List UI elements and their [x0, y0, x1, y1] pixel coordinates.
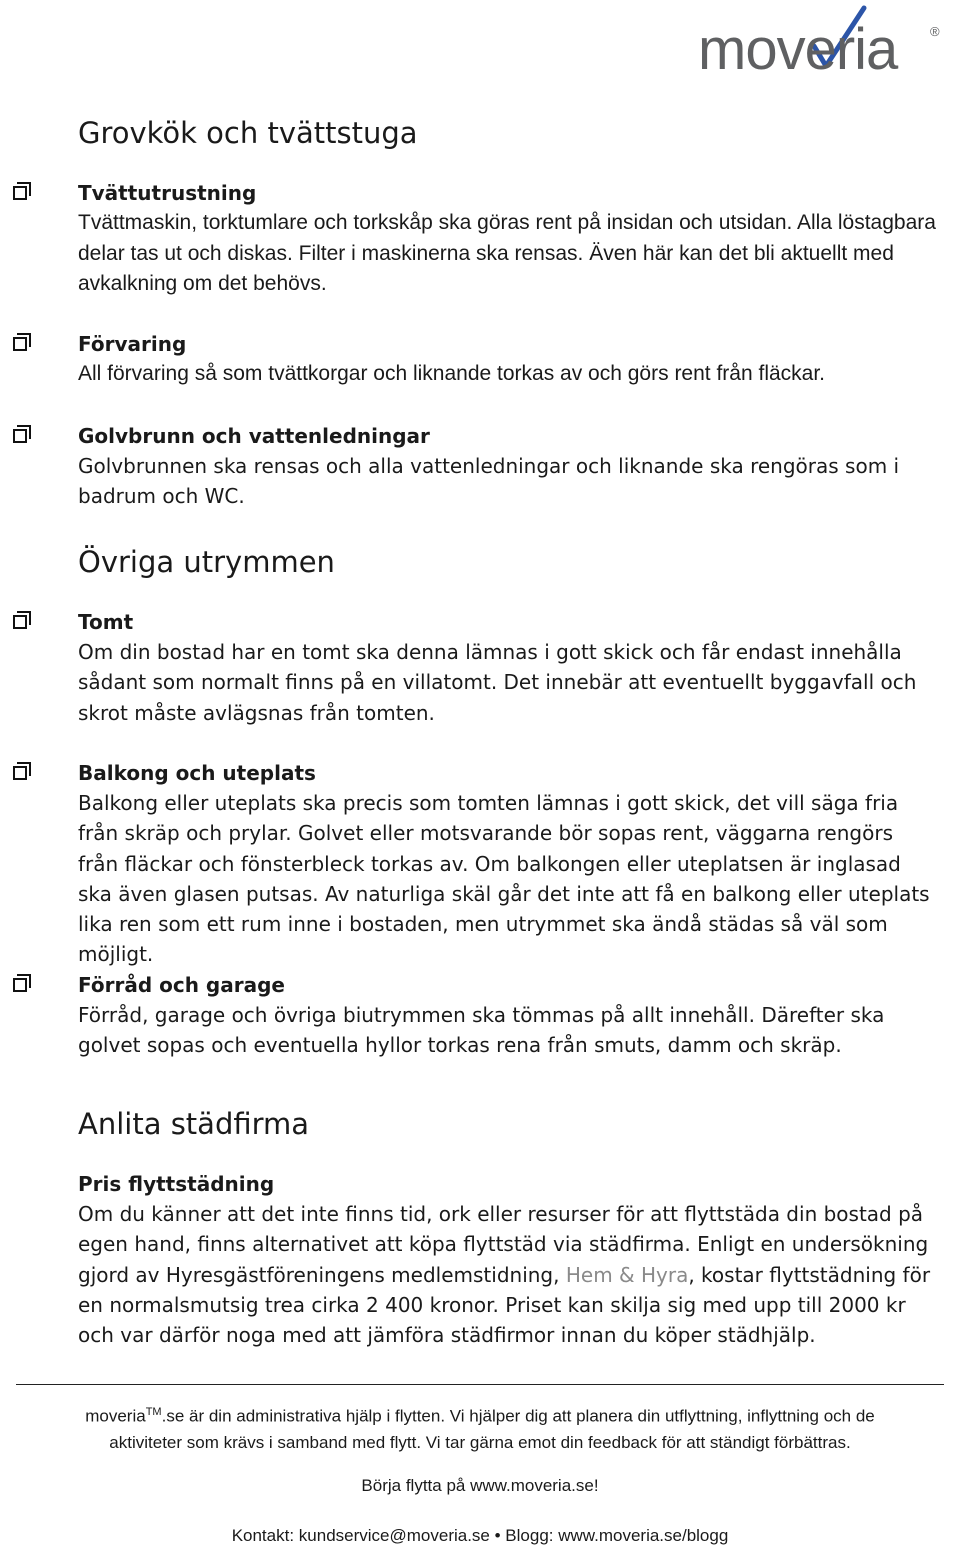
moveria-logo — [698, 2, 948, 82]
footer-about — [0, 1399, 960, 1456]
checkbox-icon[interactable] — [13, 333, 33, 353]
checkbox-icon[interactable] — [13, 974, 33, 994]
item-title: Förråd och garage — [78, 973, 285, 997]
price-title: Pris flyttstädning — [78, 1172, 275, 1196]
price-body — [78, 1199, 938, 1350]
section-heading-grovkok: Grovkök och tvättstuga — [78, 116, 418, 150]
item-body: Om din bostad har en tomt ska denna lämnas i gott skick och får endast innehålla sådant som normalt finns på en villatomt. Det innebär att eventuellt byggavfall och skrot måste avlägsnas från tomten. — [78, 640, 917, 725]
footer-contact[interactable]: Kontakt: kundservice@moveria.se • Blogg: www.moveria.se/blogg — [231, 1526, 729, 1545]
checkbox-icon[interactable] — [13, 611, 33, 631]
footer-cta[interactable]: Börja flytta på www.moveria.se! — [361, 1476, 599, 1495]
footer-line1: .se är din administrativa hjälp i flytten. Vi hjälper dig att planera din utflyttning, inflyttning och de — [161, 1406, 875, 1426]
item-body: Golvbrunnen ska rensas och alla vattenledningar och liknande ska rengöras som i badrum och WC. — [78, 454, 900, 509]
section-heading-anlita: Anlita städfirma — [78, 1107, 310, 1141]
item-title: Golvbrunn och vattenledningar — [78, 424, 430, 448]
item-body: Tvättmaskin, torktumlare och torkskåp ska göras rent på insidan och utsidan. Alla löstagbara delar tas ut och diskas. Filter i maskinerna ska rensas. Även här kan det bli aktuellt med avkalkning om det behövs. — [78, 211, 936, 295]
section-heading-ovriga: Övriga utrymmen — [78, 545, 335, 579]
hem-hyra-link[interactable]: Hem & Hyra — [565, 1262, 689, 1287]
item-body: Förråd, garage och övriga biutrymmen ska tömmas på allt innehåll. Därefter ska golvet sopas och eventuella hyllor torkas rena från smuts, damm och skräp. — [78, 1003, 885, 1058]
footer-brand: moveria — [85, 1406, 146, 1426]
footer-divider — [16, 1384, 944, 1385]
price-body-before: Om du känner att det inte finns tid, ork eller resurser för att flyttstäda din bostad på egen hand, finns alternativet att köpa flyttstäd via städfirma. Enligt en undersökning gjord av Hyresgästföreningens medlemstidning, — [78, 1202, 929, 1287]
item-title: Tomt — [78, 610, 134, 634]
item-body: All förvaring så som tvättkorgar och liknande torkas av och görs rent från fläckar. — [78, 362, 826, 385]
logo-registered-mark: ® — [930, 24, 940, 39]
item-title: Balkong och uteplats — [78, 761, 316, 785]
item-body: Balkong eller uteplats ska precis som tomten lämnas i gott skick, det vill säga fria från skräp och prylar. Golvet eller motsvarande bör sopas rent, väggarna rengörs från fläckar och fönsterbleck torkas av. Om balkongen eller uteplatsen är inglasad ska även glasen putsas. Av naturliga skäl går det inte att få en balkong eller uteplats lika ren som ett rum inne i bostaden, men utrymmet ska ändå städas så väl som möjligt. — [78, 791, 930, 967]
item-title: Förvaring — [78, 332, 187, 356]
footer-line2: aktiviteter som krävs i samband med flytt. Vi tar gärna emot din feedback för att ständigt förbättras. — [109, 1432, 851, 1452]
checkbox-icon[interactable] — [13, 762, 33, 782]
footer-tm: TM — [145, 1406, 162, 1418]
checkbox-icon[interactable] — [13, 182, 33, 202]
checkbox-icon[interactable] — [13, 425, 33, 445]
logo-wordmark: moveria — [698, 17, 898, 82]
price-body-after: , kostar flyttstädning för en normalsmutsig trea cirka 2 400 kronor. Priset kan skilja sig med upp till 2000 kr och var därför noga med att jämföra städfirmor innan du köper städhjälp. — [78, 1262, 931, 1348]
item-title: Tvättutrustning — [78, 181, 257, 205]
